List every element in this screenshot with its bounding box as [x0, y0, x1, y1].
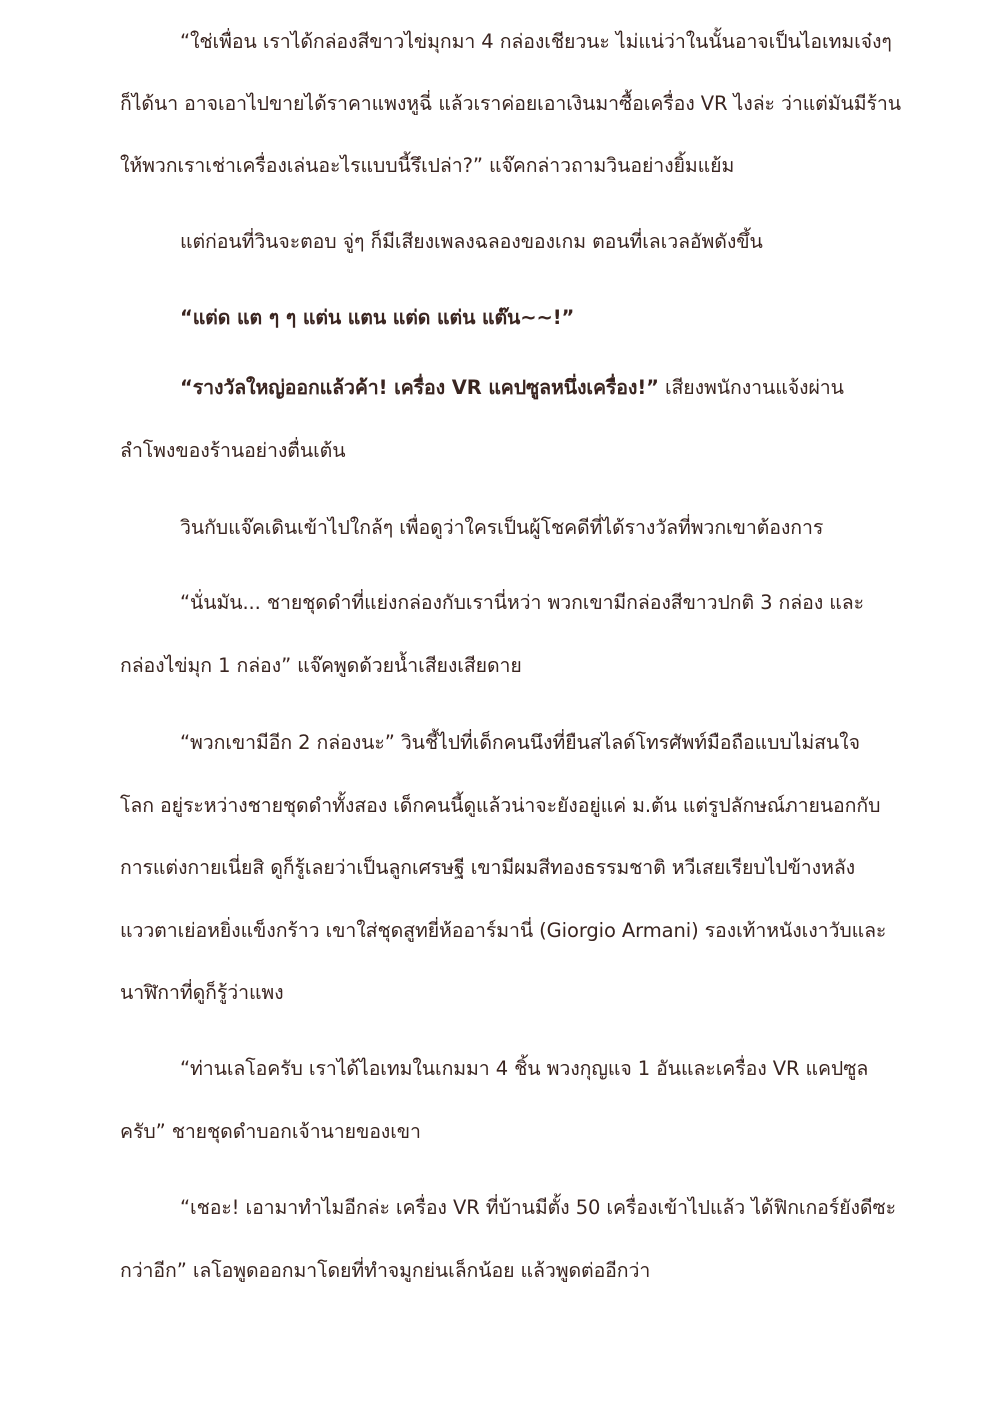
announcement-rest: เสียงพนักงานแจ้งผ่าน: [658, 376, 844, 399]
text-line-17: ครับ” ชายชุดดำบอกเจ้านายของเขา: [120, 1120, 421, 1143]
text-line-7: ลำโพงของร้านอย่างตื่นเต้น: [120, 439, 346, 462]
text-line-15: นาฬิกาที่ดูก็รู้ว่าแพง: [120, 981, 284, 1004]
text-line-13: การแต่งกายเนี่ยสิ ดูก็รู้เลยว่าเป็นลูกเศรษฐี เขามีผมสีทองธรรมชาติ หวีเสยเรียบไปข้างหลัง: [120, 856, 856, 879]
text-line-19: กว่าอีก” เลโอพูดออกมาโดยที่ทำจมูกย่นเล็กน้อย แล้วพูดต่ออีกว่า: [120, 1259, 651, 1282]
text-line-14: แววตาเย่อหยิ่งแข็งกร้าว เขาใส่ชุดสูทยี่ห้ออาร์มานี่ (Giorgio Armani) รองเท้าหนังเงาวับและ: [120, 919, 887, 942]
text-line-6: [180, 374, 844, 402]
text-line-1: “ใช่เพื่อน เราได้กล่องสีขาวไข่มุกมา 4 กล่องเชียวนะ ไม่แน่ว่าในนั้นอาจเป็นไอเทมเจ๋งๆ: [180, 30, 892, 53]
text-line-9: “นั่นมัน... ชายชุดดำที่แย่งกล่องกับเรานี่หว่า พวกเขามีกล่องสีขาวปกติ 3 กล่อง และ: [180, 591, 864, 614]
text-line-8: วินกับแจ๊คเดินเข้าไปใกล้ๆ เพื่อดูว่าใครเป็นผู้โชคดีที่ได้รางวัลที่พวกเขาต้องการ: [180, 516, 824, 539]
text-line-11: “พวกเขามีอีก 2 กล่องนะ” วินชี้ไปที่เด็กคนนึงที่ยืนสไลด์โทรศัพท์มือถือแบบไม่สนใจ: [180, 731, 860, 754]
text-line-5: “แต่ด แต ๆ ๆ แต่น แตน แต่ด แต่น แต๊น~~!”: [180, 306, 575, 329]
text-line-18: “เชอะ! เอามาทำไมอีกล่ะ เครื่อง VR ที่บ้านมีตั้ง 50 เครื่องเข้าไปแล้ว ได้ฟิกเกอร์ยังดีซะ: [180, 1196, 896, 1219]
text-line-2: ก็ได้นา อาจเอาไปขายได้ราคาแพงหูฉี่ แล้วเราค่อยเอาเงินมาซื้อเครื่อง VR ไงล่ะ ว่าแต่มันมีร้าน: [120, 92, 901, 115]
text-line-16: “ท่านเลโอครับ เราได้ไอเทมในเกมมา 4 ชิ้น พวงกุญแจ 1 อันและเครื่อง VR แคปซูล: [180, 1057, 869, 1080]
text-line-3: ให้พวกเราเช่าเครื่องเล่นอะไรแบบนี้รึเปล่า?” แจ๊คกล่าวถามวินอย่างยิ้มแย้ม: [120, 154, 735, 177]
text-line-10: กล่องไข่มุก 1 กล่อง” แจ๊คพูดด้วยน้ำเสียงเสียดาย: [120, 654, 522, 677]
announcement-bold: “รางวัลใหญ่ออกแล้วค้า! เครื่อง VR แคปซูลหนึ่งเครื่อง!”: [180, 376, 659, 399]
text-line-12: โลก อยู่ระหว่างชายชุดดำทั้งสอง เด็กคนนี้ดูแล้วน่าจะยังอยู่แค่ ม.ต้น แต่รูปลักษณ์ภายนอกกับ: [120, 794, 881, 817]
text-line-4: แต่ก่อนที่วินจะตอบ จู่ๆ ก็มีเสียงเพลงฉลองของเกม ตอนที่เลเวลอัพดังขึ้น: [180, 230, 763, 253]
